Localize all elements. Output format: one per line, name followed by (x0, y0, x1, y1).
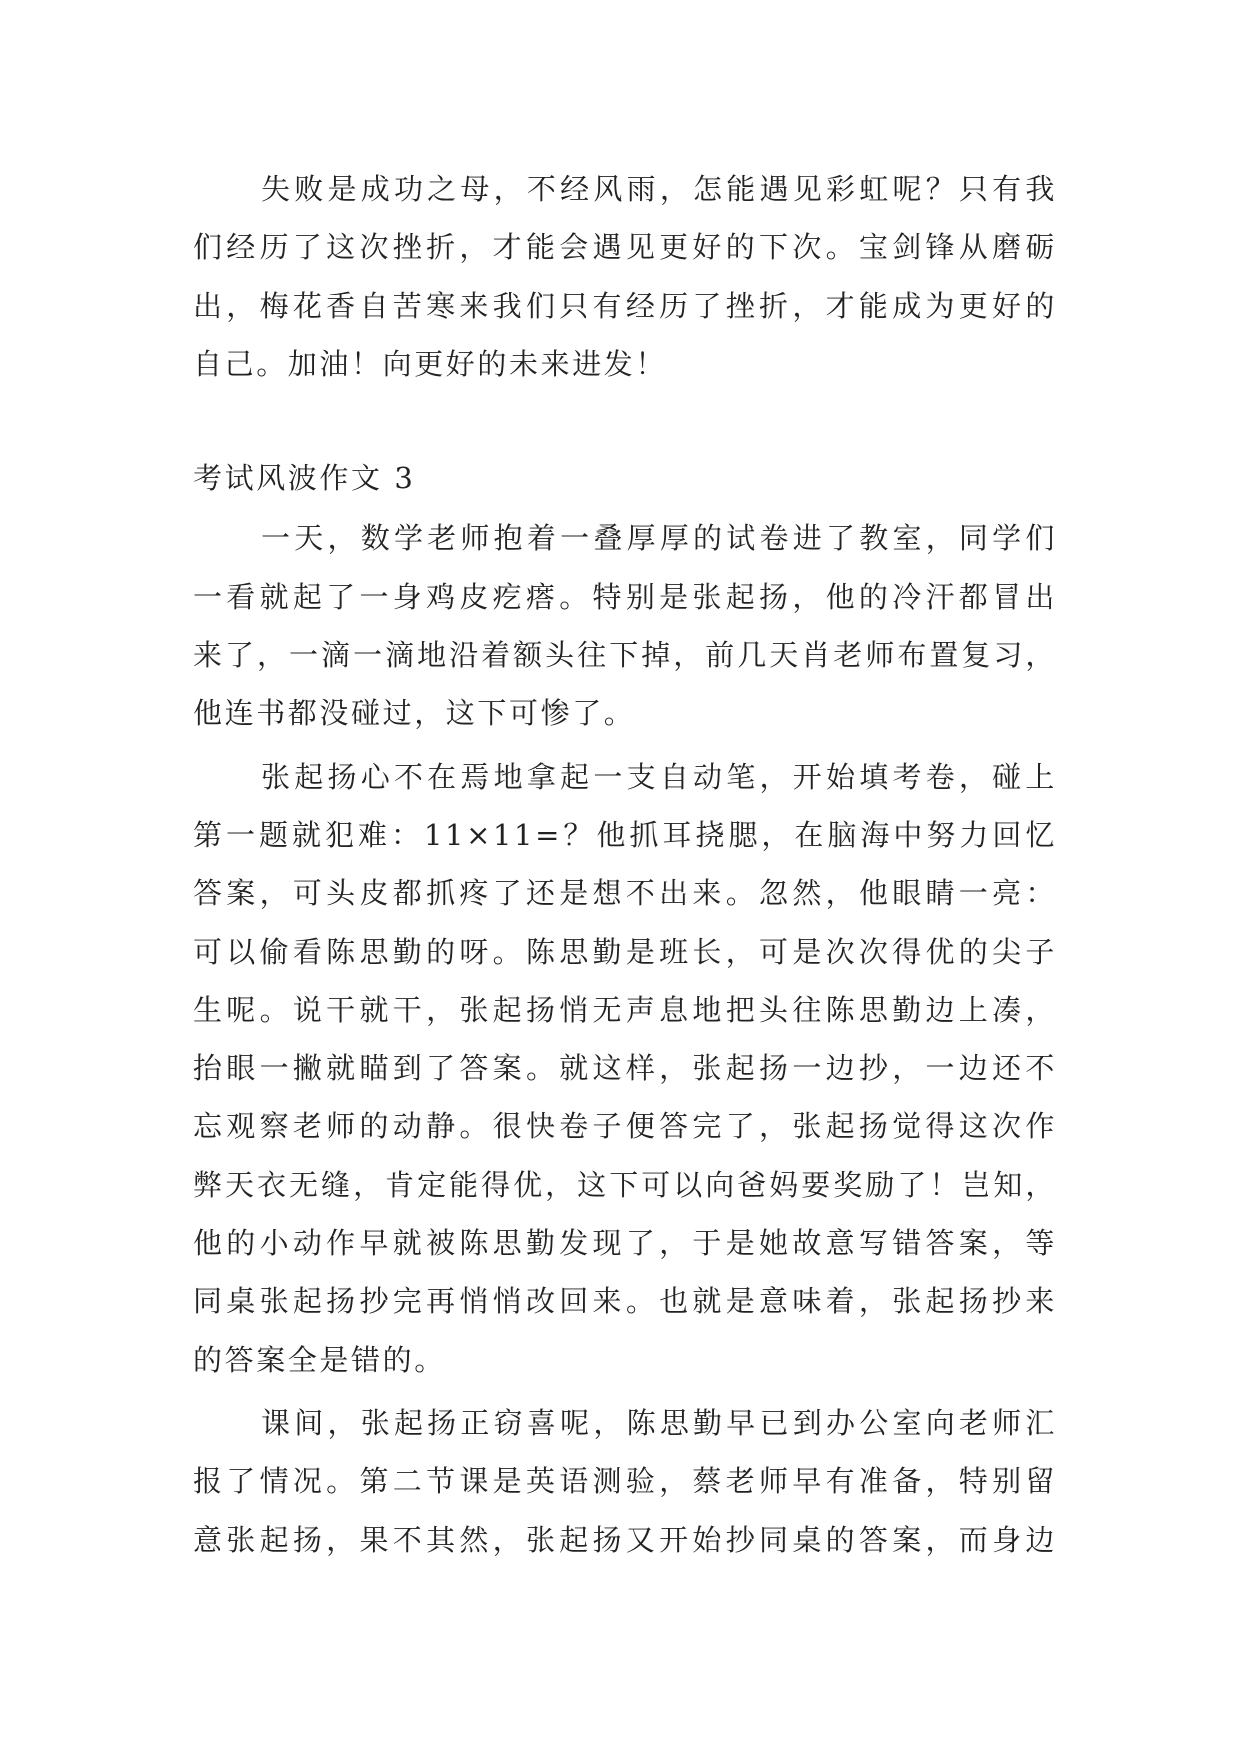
text-line: 弊天衣无缝，肯定能得优，这下可以向爸妈要奖励了！岂知， (193, 1167, 1057, 1202)
text-line: 报了情况。第二节课是英语测验，蔡老师早有准备，特别留 (193, 1464, 1057, 1499)
text-line: 的答案全是错的。 (193, 1342, 446, 1377)
paragraph (193, 160, 1057, 393)
text-line: 张起扬心不在焉地拿起一支自动笔，开始填考卷，碰上 (261, 759, 1057, 794)
text-line: 意张起扬，果不其然，张起扬又开始抄同桌的答案，而身边 (193, 1522, 1057, 1557)
paragraph (193, 748, 1057, 1389)
text-line: 自己。加油！向更好的未来进发！ (193, 346, 668, 381)
essay-title: 考试风波作文 3 (193, 461, 416, 496)
text-line: 抬眼一撇就瞄到了答案。就这样，张起扬一边抄，一边还不 (193, 1051, 1057, 1086)
text-line: 同桌张起扬抄完再悄悄改回来。也就是意味着，张起扬抄来 (193, 1284, 1057, 1319)
text-line: 生呢。说干就干，张起扬悄无声息地把头往陈思勤边上凑， (193, 992, 1057, 1027)
document-body (193, 160, 1057, 1569)
text-line: 忘观察老师的动静。很快卷子便答完了，张起扬觉得这次作 (193, 1109, 1057, 1144)
text-line: 他的小动作早就被陈思勤发现了，于是她故意写错答案，等 (193, 1226, 1057, 1261)
text-line: 来了，一滴一滴地沿着额头往下掉，前几天肖老师布置复习， (193, 638, 1057, 673)
text-line: 可以偷看陈思勤的呀。陈思勤是班长，可是次次得优的尖子 (193, 934, 1057, 969)
text-line: 一看就起了一身鸡皮疙瘩。特别是张起扬，他的冷汗都冒出 (193, 579, 1057, 614)
text-line: 答案，可头皮都抓疼了还是想不出来。忽然，他眼睛一亮： (193, 876, 1057, 911)
text-line: 第一题就犯难：11×11=？他抓耳挠腮，在脑海中努力回忆 (193, 817, 1057, 852)
paragraph (193, 1394, 1057, 1569)
text-line: 课间，张起扬正窃喜呢，陈思勤早已到办公室向老师汇 (261, 1405, 1057, 1440)
text-line: 他连书都没碰过，这下可惨了。 (193, 696, 636, 731)
paragraph (193, 509, 1057, 742)
text-line: 失败是成功之母，不经风雨，怎能遇见彩虹呢？只有我 (261, 172, 1057, 206)
text-line: 出，梅花香自苦寒来我们只有经历了挫折，才能成为更好的 (193, 288, 1057, 323)
text-line: 一天，数学老师抱着一叠厚厚的试卷进了教室，同学们 (261, 521, 1057, 556)
text-line: 们经历了这次挫折，才能会遇见更好的下次。宝剑锋从磨砺 (193, 230, 1057, 265)
